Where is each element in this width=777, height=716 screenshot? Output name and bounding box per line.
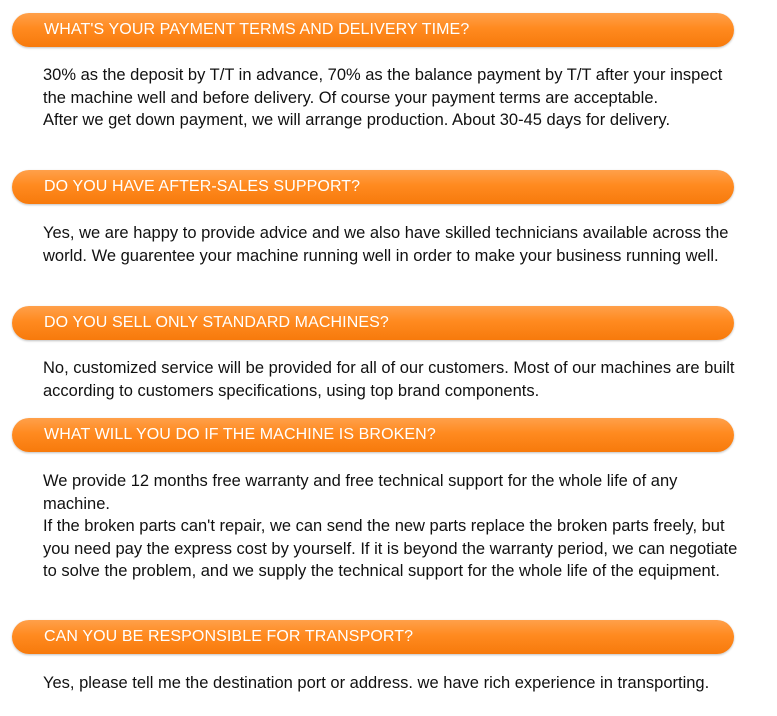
- faq-answer: [43, 470, 743, 583]
- faq-answer: [43, 64, 743, 132]
- faq-header-after-sales: [12, 170, 734, 204]
- faq-question: DO YOU SELL ONLY STANDARD MACHINES?: [44, 314, 389, 331]
- faq-header-machine-broken: [12, 418, 734, 452]
- answer-paragraph: If the broken parts can't repair, we can send the new parts replace the broken parts freely, but you need pay the express cost by yourself. If it is beyond the warranty period, we can negotiate to solve the problem, and we supply the technical support for the whole life of the equipment.: [43, 517, 738, 580]
- faq-header-standard-machines: [12, 306, 734, 340]
- faq-answer: [43, 672, 743, 695]
- faq-question: WHAT'S YOUR PAYMENT TERMS AND DELIVERY TIME?: [44, 21, 470, 38]
- faq-answer: [43, 222, 743, 267]
- answer-paragraph: Yes, we are happy to provide advice and we also have skilled technicians available across the world. We guarentee your machine running well in order to make your business running well.: [43, 224, 729, 265]
- faq-question: WHAT WILL YOU DO IF THE MACHINE IS BROKEN?: [44, 426, 436, 443]
- faq-question: DO YOU HAVE AFTER-SALES SUPPORT?: [44, 178, 361, 195]
- answer-paragraph: After we get down payment, we will arrange production. About 30-45 days for delivery.: [43, 111, 671, 129]
- answer-paragraph: No, customized service will be provided for all of our customers. Most of our machines are built according to customers specifications, using top brand components.: [43, 359, 735, 400]
- faq-answer: [43, 357, 743, 402]
- faq-header-transport: [12, 620, 734, 654]
- answer-paragraph: 30% as the deposit by T/T in advance, 70% as the balance payment by T/T after your inspect the machine well and before delivery. Of course your payment terms are acceptable.: [43, 66, 723, 107]
- answer-paragraph: We provide 12 months free warranty and free technical support for the whole life of any machine.: [43, 472, 678, 513]
- faq-question: CAN YOU BE RESPONSIBLE FOR TRANSPORT?: [44, 628, 414, 645]
- faq-header-payment-terms: [12, 13, 734, 47]
- answer-paragraph: Yes, please tell me the destination port or address. we have rich experience in transporting.: [43, 674, 710, 692]
